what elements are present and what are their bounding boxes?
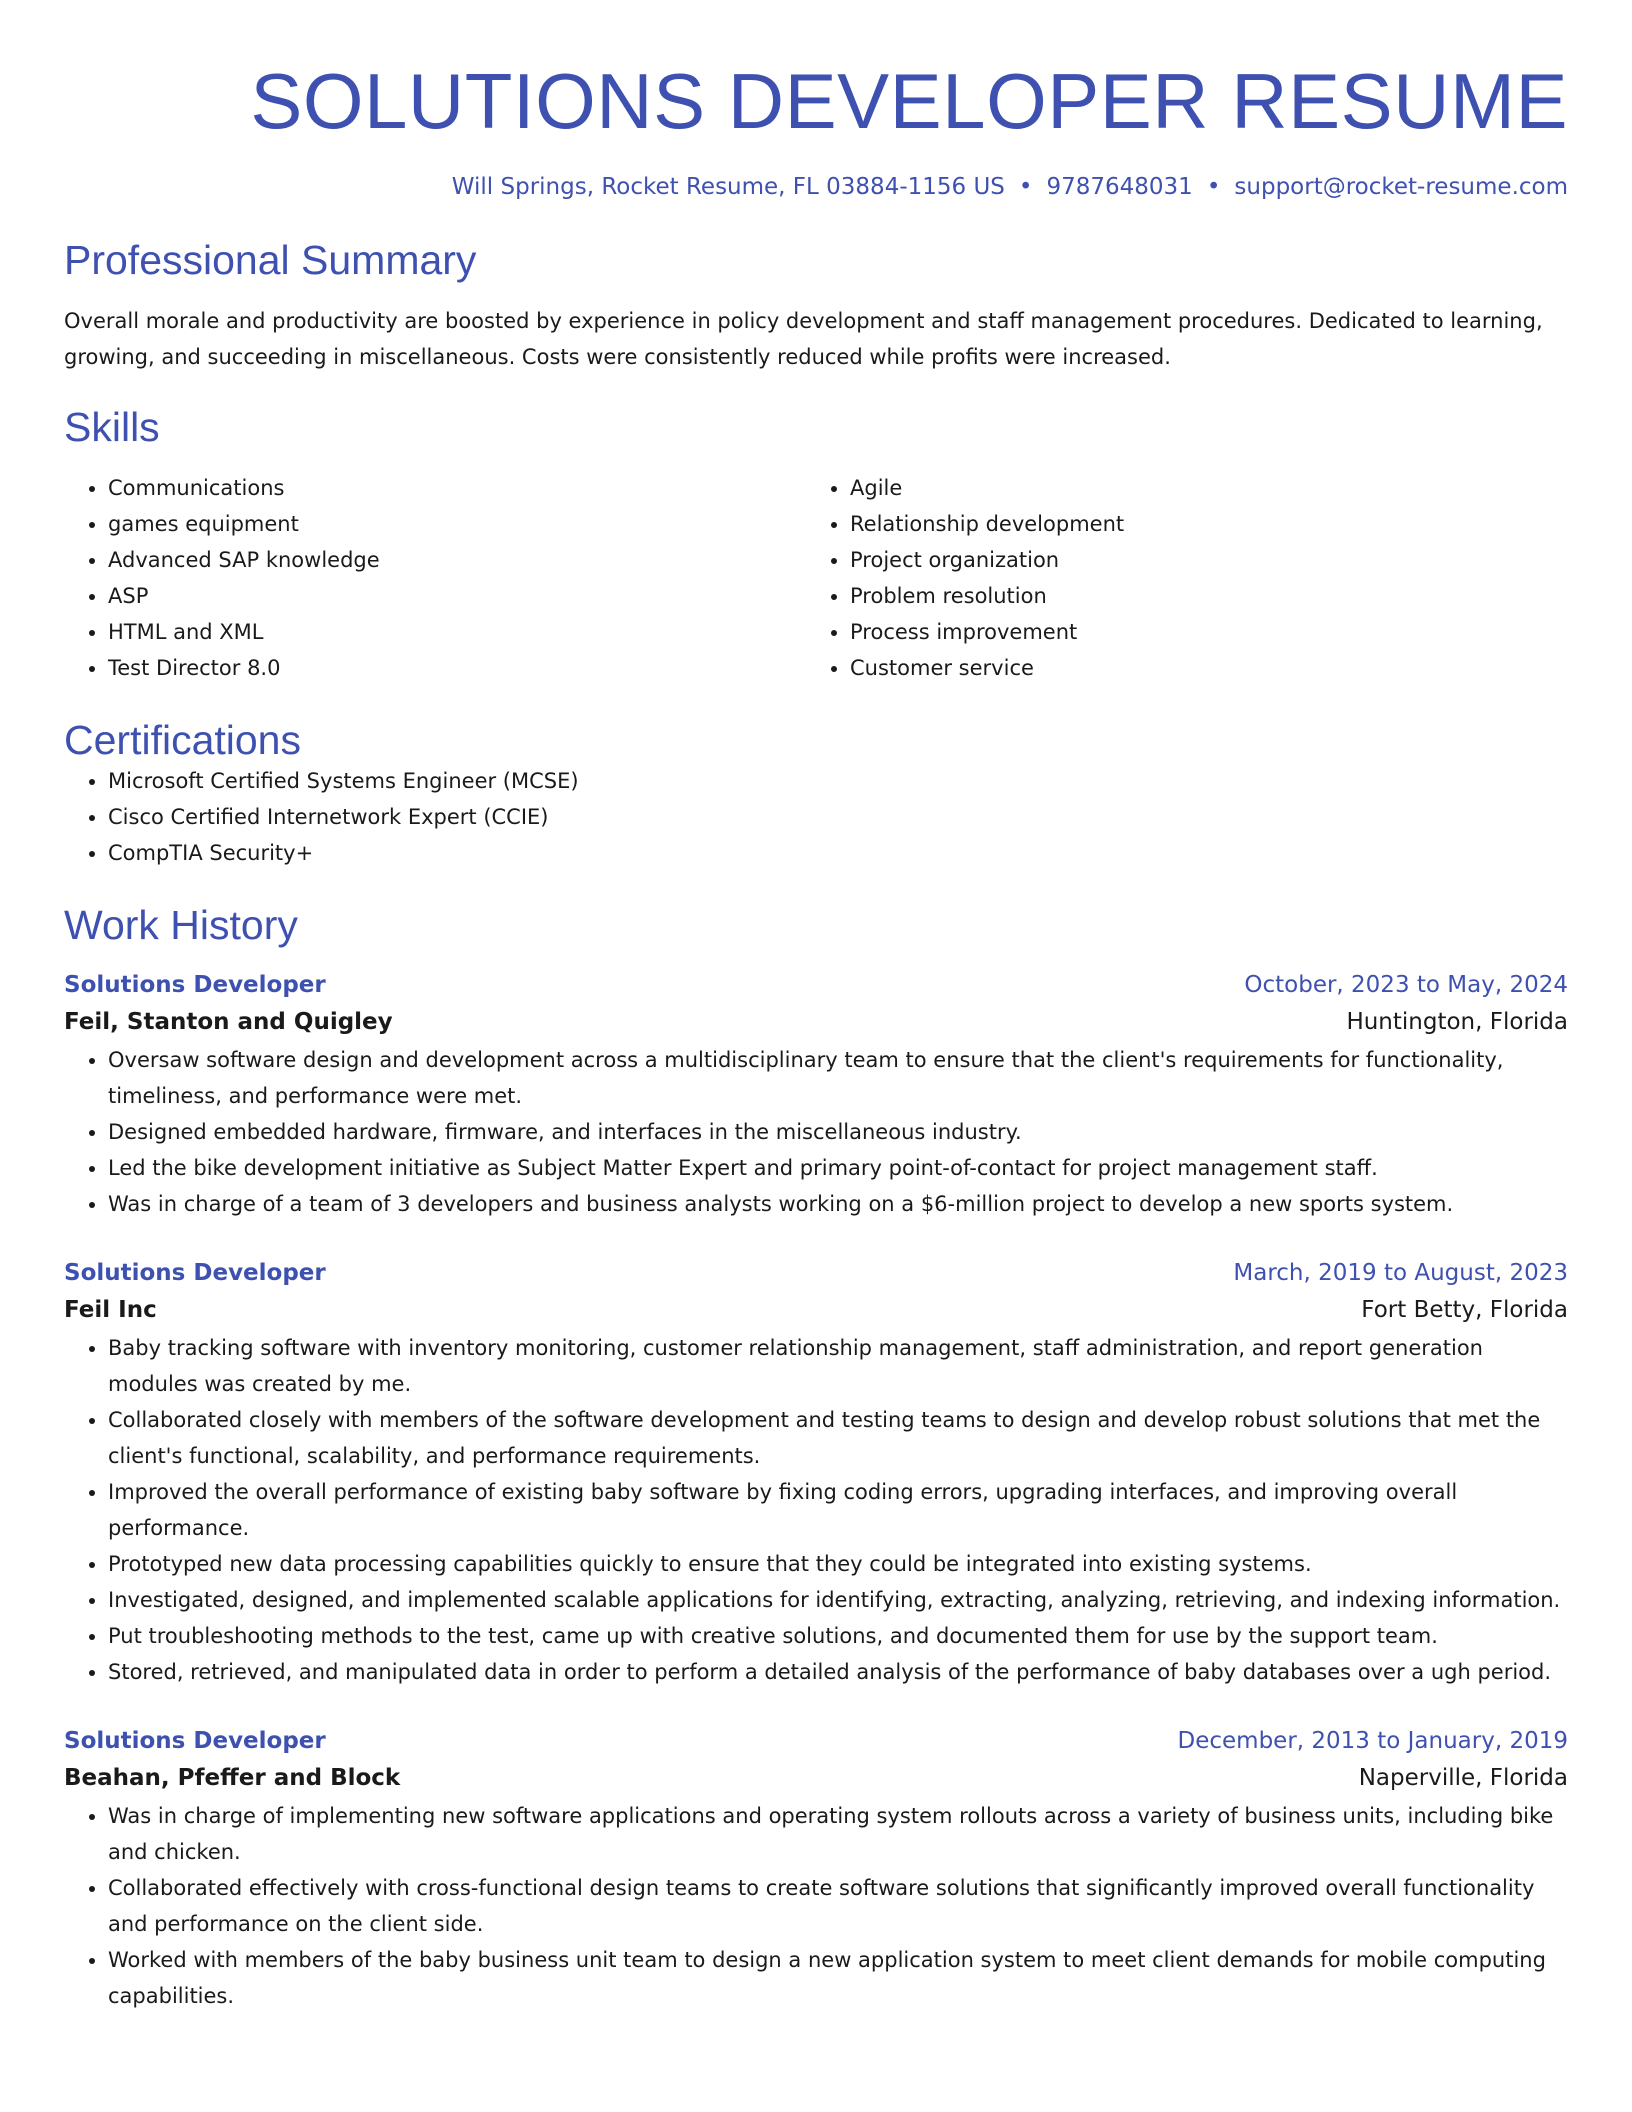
job-company: Feil, Stanton and Quigley xyxy=(64,1009,393,1036)
job-company-row xyxy=(64,1002,1568,1042)
job-bullet: • Designed embedded hardware, firmware, and interfaces in the miscellaneous industry. xyxy=(108,1114,1568,1150)
job-entry xyxy=(64,1724,1568,2014)
job-bullet-list xyxy=(64,1330,1568,1690)
summary-text: Overall morale and productivity are boosted by experience in policy development and staff management procedures. Dedicated to learning, growing, and succeeding in miscellaneous. Costs were consistently reduced while profits were increased. xyxy=(64,309,1543,370)
job-location: Naperville, Florida xyxy=(1358,1765,1568,1792)
job-location: Huntington, Florida xyxy=(1346,1009,1568,1036)
contact-email[interactable]: support@rocket-resume.com xyxy=(1234,174,1568,200)
job-company: Feil Inc xyxy=(64,1297,157,1324)
certifications-list xyxy=(64,763,1568,871)
job-bullet: • Led the bike development initiative as Subject Matter Expert and primary point-of-contact for project management staff. xyxy=(108,1150,1568,1186)
contact-separator: • xyxy=(1206,174,1221,200)
skill-item: • Customer service xyxy=(850,650,1548,686)
job-bullet-list xyxy=(64,1798,1568,2014)
job-bullet: • Worked with members of the baby business unit team to design a new application system to meet client demands for mobile computing capabilities. xyxy=(108,1942,1568,2014)
contact-phone: 9787648031 xyxy=(1046,174,1193,200)
skills-grid xyxy=(64,470,1568,686)
job-bullet: • Put troubleshooting methods to the test, came up with creative solutions, and documented them for use by the support team. xyxy=(108,1618,1568,1654)
job-location: Fort Betty, Florida xyxy=(1361,1297,1568,1324)
skills-list-right xyxy=(806,470,1548,686)
job-bullet: • Was in charge of implementing new software applications and operating system rollouts across a variety of business units, including bike and chicken. xyxy=(108,1798,1568,1870)
skill-item: • Project organization xyxy=(850,542,1548,578)
job-dates: October, 2023 to May, 2024 xyxy=(1244,972,1568,999)
skill-item: • ASP xyxy=(108,578,806,614)
job-bullet: • Was in charge of a team of 3 developers and business analysts working on a $6-million project to develop a new sports system. xyxy=(108,1186,1568,1222)
job-dates: December, 2013 to January, 2019 xyxy=(1177,1728,1568,1755)
contact-line xyxy=(64,172,1568,202)
job-company-row xyxy=(64,1758,1568,1798)
certifications-heading: Certifications xyxy=(64,717,301,764)
skill-item: • Communications xyxy=(108,470,806,506)
skill-item: • Problem resolution xyxy=(850,578,1548,614)
job-bullet: • Investigated, designed, and implemented scalable applications for identifying, extracting, analyzing, retrieving, and indexing information. xyxy=(108,1582,1568,1618)
job-bullet: • Improved the overall performance of existing baby software by fixing coding errors, upgrading interfaces, and improving overall performance. xyxy=(108,1474,1568,1546)
contact-separator: • xyxy=(1018,174,1033,200)
skills-heading: Skills xyxy=(64,404,160,451)
skill-item: • Relationship development xyxy=(850,506,1548,542)
job-bullet: • Collaborated closely with members of the software development and testing teams to design and develop robust solutions that met the client's functional, scalability, and performance requirements. xyxy=(108,1402,1568,1474)
job-role: Solutions Developer xyxy=(64,1260,326,1287)
job-company-row xyxy=(64,1290,1568,1330)
certification-item: • CompTIA Security+ xyxy=(108,835,1568,871)
skill-item: • games equipment xyxy=(108,506,806,542)
work-history-heading: Work History xyxy=(64,902,298,949)
certification-item: • Microsoft Certified Systems Engineer (MCSE) xyxy=(108,763,1568,799)
skill-item: • Agile xyxy=(850,470,1548,506)
skills-column-left xyxy=(64,470,806,686)
job-header-row xyxy=(64,1256,1568,1290)
skill-item: • Advanced SAP knowledge xyxy=(108,542,806,578)
skill-item: • HTML and XML xyxy=(108,614,806,650)
job-bullet: • Oversaw software design and development across a multidisciplinary team to ensure that the client's requirements for functionality, timeliness, and performance were met. xyxy=(108,1042,1568,1114)
job-bullet: • Prototyped new data processing capabilities quickly to ensure that they could be integrated into existing systems. xyxy=(108,1546,1568,1582)
certification-item: • Cisco Certified Internetwork Expert (CCIE) xyxy=(108,799,1568,835)
job-bullet: • Stored, retrieved, and manipulated data in order to perform a detailed analysis of the performance of baby databases over a ugh period. xyxy=(108,1654,1568,1690)
job-dates: March, 2019 to August, 2023 xyxy=(1233,1260,1568,1287)
job-entry xyxy=(64,1256,1568,1690)
contact-address: Will Springs, Rocket Resume, FL 03884-1156 US xyxy=(451,174,1005,200)
skills-column-right xyxy=(806,470,1548,686)
skill-item: • Test Director 8.0 xyxy=(108,650,806,686)
job-entry xyxy=(64,968,1568,1222)
summary-heading: Professional Summary xyxy=(64,237,477,283)
job-bullet: • Baby tracking software with inventory monitoring, customer relationship management, staff administration, and report generation modules was created by me. xyxy=(108,1330,1568,1402)
skills-list-left xyxy=(64,470,806,686)
skill-item: • Process improvement xyxy=(850,614,1548,650)
job-bullet: • Collaborated effectively with cross-functional design teams to create software solutions that significantly improved overall functionality and performance on the client side. xyxy=(108,1870,1568,1942)
job-company: Beahan, Pfeffer and Block xyxy=(64,1765,401,1792)
job-role: Solutions Developer xyxy=(64,972,326,999)
job-role: Solutions Developer xyxy=(64,1728,326,1755)
job-bullet-list xyxy=(64,1042,1568,1222)
job-header-row xyxy=(64,1724,1568,1758)
work-history-list xyxy=(64,968,1568,2014)
resume-title: SOLUTIONS DEVELOPER RESUME xyxy=(250,57,1568,145)
job-header-row xyxy=(64,968,1568,1002)
